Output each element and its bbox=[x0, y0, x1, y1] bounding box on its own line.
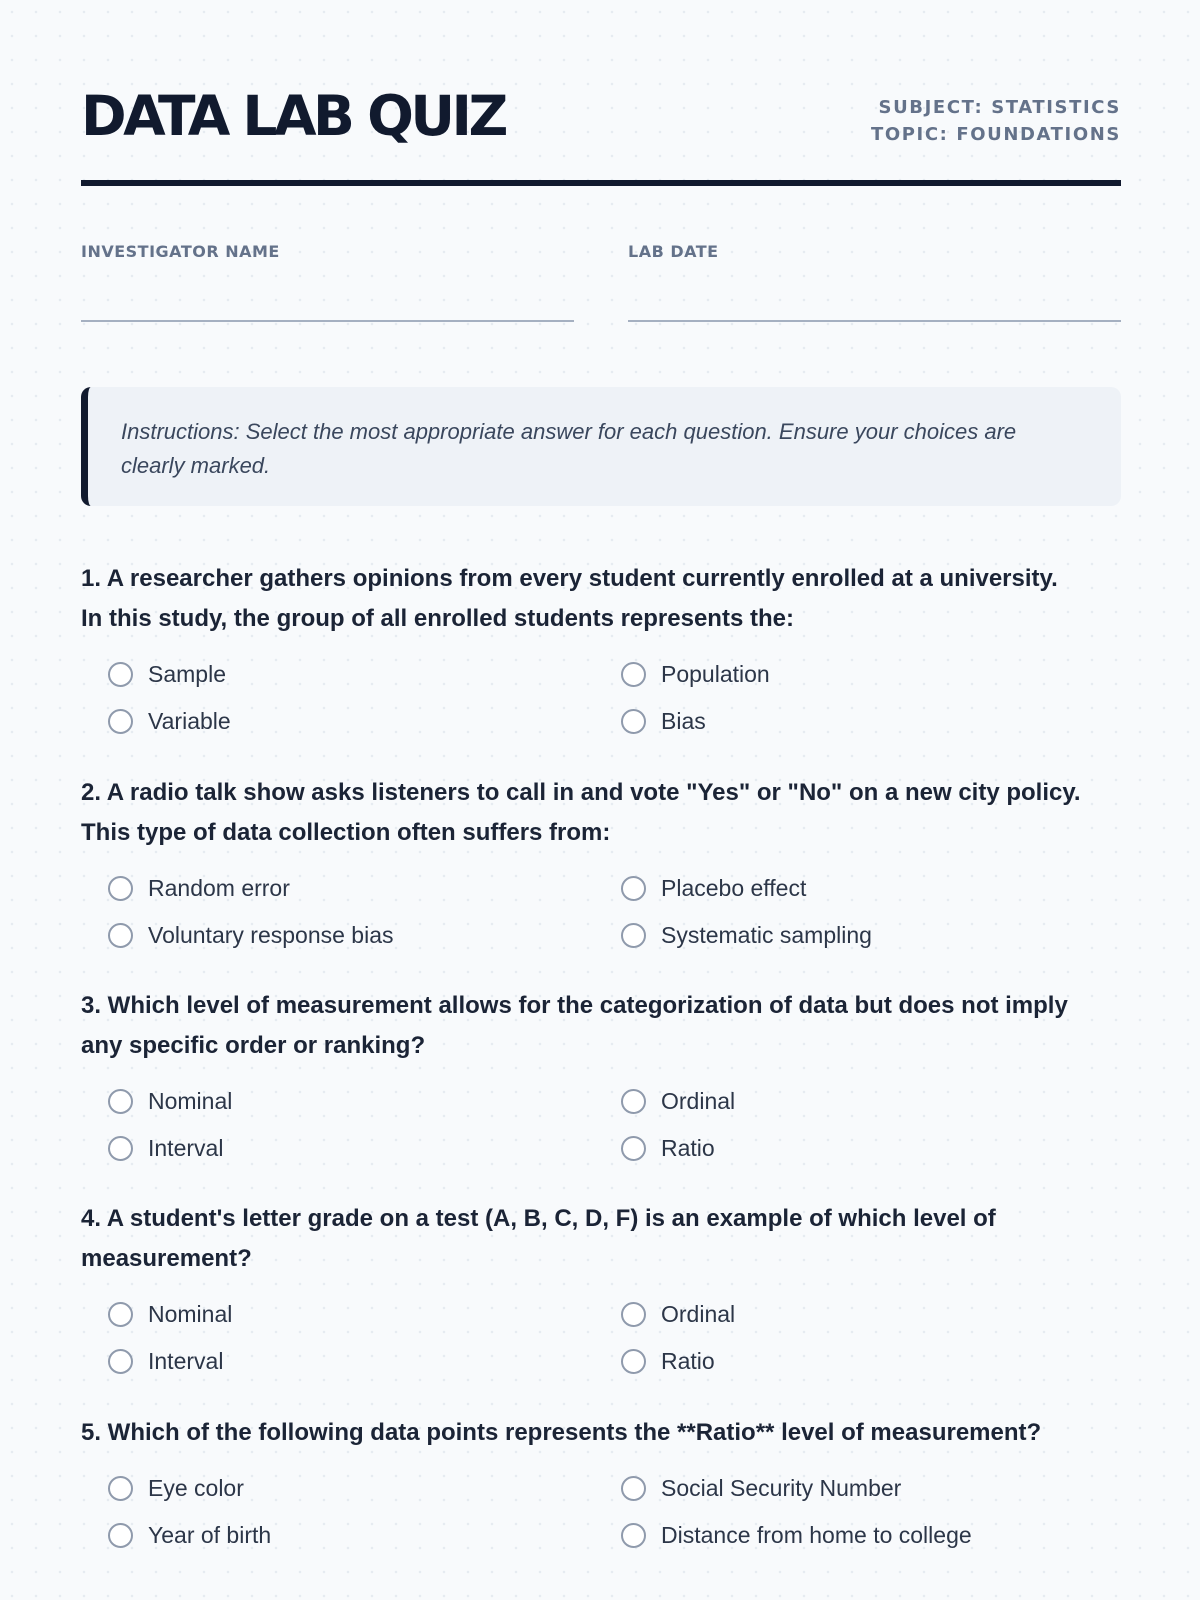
option-label: Nominal bbox=[148, 1301, 233, 1327]
answer-option[interactable] bbox=[594, 1078, 1107, 1125]
answer-option[interactable] bbox=[594, 1465, 1107, 1512]
question-5 bbox=[81, 1413, 1121, 1559]
option-label: Ratio bbox=[661, 1348, 715, 1374]
answer-options bbox=[81, 865, 1121, 959]
radio-button[interactable] bbox=[621, 1349, 646, 1374]
radio-button[interactable] bbox=[621, 1476, 646, 1501]
answer-option[interactable] bbox=[81, 698, 594, 745]
investigator-name-label: INVESTIGATOR NAME bbox=[81, 242, 280, 261]
radio-button[interactable] bbox=[108, 1349, 133, 1374]
radio-button[interactable] bbox=[108, 1136, 133, 1161]
question-text-line: 4. A student's letter grade on a test (A, B, C, D, F) is an example of which level of bbox=[81, 1205, 996, 1232]
radio-button[interactable] bbox=[108, 709, 133, 734]
option-label: Interval bbox=[148, 1348, 224, 1374]
option-label: Eye color bbox=[148, 1475, 244, 1501]
option-label: Voluntary response bias bbox=[148, 922, 394, 948]
answer-option[interactable] bbox=[594, 865, 1107, 912]
quiz-meta bbox=[871, 94, 1121, 148]
topic-label: TOPIC: FOUNDATIONS bbox=[870, 124, 1121, 145]
question-3 bbox=[81, 986, 1121, 1172]
radio-button[interactable] bbox=[621, 876, 646, 901]
answer-option[interactable] bbox=[594, 1291, 1107, 1338]
radio-button[interactable] bbox=[621, 1089, 646, 1114]
radio-button[interactable] bbox=[108, 923, 133, 948]
radio-button[interactable] bbox=[621, 1523, 646, 1548]
lab-date-field[interactable] bbox=[628, 240, 1121, 322]
student-info-fields bbox=[81, 240, 1121, 322]
answer-option[interactable] bbox=[81, 1465, 594, 1512]
instructions-box: Instructions: Select the most appropriate answer for each question. Ensure your choices are clearly marked. bbox=[81, 387, 1121, 506]
answer-option[interactable] bbox=[81, 1125, 594, 1172]
option-label: Ordinal bbox=[661, 1088, 736, 1114]
answer-option[interactable] bbox=[594, 1512, 1107, 1559]
option-label: Sample bbox=[148, 661, 226, 687]
question-text-line: This type of data collection often suffers from: bbox=[81, 819, 611, 846]
radio-button[interactable] bbox=[621, 923, 646, 948]
question-1 bbox=[81, 559, 1121, 745]
answer-option[interactable] bbox=[81, 1078, 594, 1125]
question-text-line: In this study, the group of all enrolled students represents the: bbox=[81, 605, 794, 632]
option-label: Social Security Number bbox=[661, 1475, 902, 1501]
radio-button[interactable] bbox=[108, 662, 133, 687]
answer-option[interactable] bbox=[81, 865, 594, 912]
page-title: DATA LAB QUIZ bbox=[81, 84, 505, 148]
option-label: Bias bbox=[661, 708, 706, 734]
radio-button[interactable] bbox=[108, 876, 133, 901]
option-label: Systematic sampling bbox=[661, 922, 872, 948]
option-label: Ratio bbox=[661, 1135, 715, 1161]
answer-option[interactable] bbox=[81, 651, 594, 698]
question-2 bbox=[81, 773, 1121, 959]
option-label: Ordinal bbox=[661, 1301, 736, 1327]
quiz-header bbox=[81, 84, 1121, 186]
radio-button[interactable] bbox=[621, 1302, 646, 1327]
answer-options bbox=[81, 1078, 1121, 1172]
radio-button[interactable] bbox=[108, 1523, 133, 1548]
radio-button[interactable] bbox=[108, 1302, 133, 1327]
answer-options bbox=[81, 1465, 1121, 1559]
option-label: Interval bbox=[148, 1135, 224, 1161]
answer-option[interactable] bbox=[81, 912, 594, 959]
option-label: Placebo effect bbox=[661, 875, 807, 901]
answer-option[interactable] bbox=[594, 651, 1107, 698]
option-label: Year of birth bbox=[148, 1522, 272, 1548]
question-text-line: 1. A researcher gathers opinions from every student currently enrolled at a university. bbox=[81, 565, 1058, 592]
subject-label: SUBJECT: STATISTICS bbox=[878, 97, 1121, 118]
answer-option[interactable] bbox=[594, 912, 1107, 959]
question-text-line: any specific order or ranking? bbox=[81, 1032, 426, 1059]
question-text-line: 2. A radio talk show asks listeners to call in and vote "Yes" or "No" on a new city policy. bbox=[81, 779, 1081, 806]
answer-option[interactable] bbox=[81, 1291, 594, 1338]
radio-button[interactable] bbox=[621, 709, 646, 734]
answer-options bbox=[81, 651, 1121, 745]
answer-option[interactable] bbox=[594, 1338, 1107, 1385]
question-text-line: 3. Which level of measurement allows for the categorization of data but does not imply bbox=[81, 992, 1068, 1019]
option-label: Distance from home to college bbox=[661, 1522, 972, 1548]
question-text-line: 5. Which of the following data points represents the **Ratio** level of measurement? bbox=[81, 1419, 1042, 1446]
investigator-name-field[interactable] bbox=[81, 240, 574, 322]
answer-option[interactable] bbox=[594, 1125, 1107, 1172]
question-text-line: measurement? bbox=[81, 1245, 252, 1272]
lab-date-label: LAB DATE bbox=[628, 242, 719, 261]
answer-option[interactable] bbox=[81, 1338, 594, 1385]
question-4 bbox=[81, 1199, 1121, 1385]
radio-button[interactable] bbox=[621, 1136, 646, 1161]
radio-button[interactable] bbox=[108, 1089, 133, 1114]
radio-button[interactable] bbox=[108, 1476, 133, 1501]
option-label: Population bbox=[661, 661, 770, 687]
radio-button[interactable] bbox=[621, 662, 646, 687]
answer-options bbox=[81, 1291, 1121, 1385]
option-label: Nominal bbox=[148, 1088, 233, 1114]
option-label: Random error bbox=[148, 875, 290, 901]
option-label: Variable bbox=[148, 708, 231, 734]
answer-option[interactable] bbox=[81, 1512, 594, 1559]
answer-option[interactable] bbox=[594, 698, 1107, 745]
